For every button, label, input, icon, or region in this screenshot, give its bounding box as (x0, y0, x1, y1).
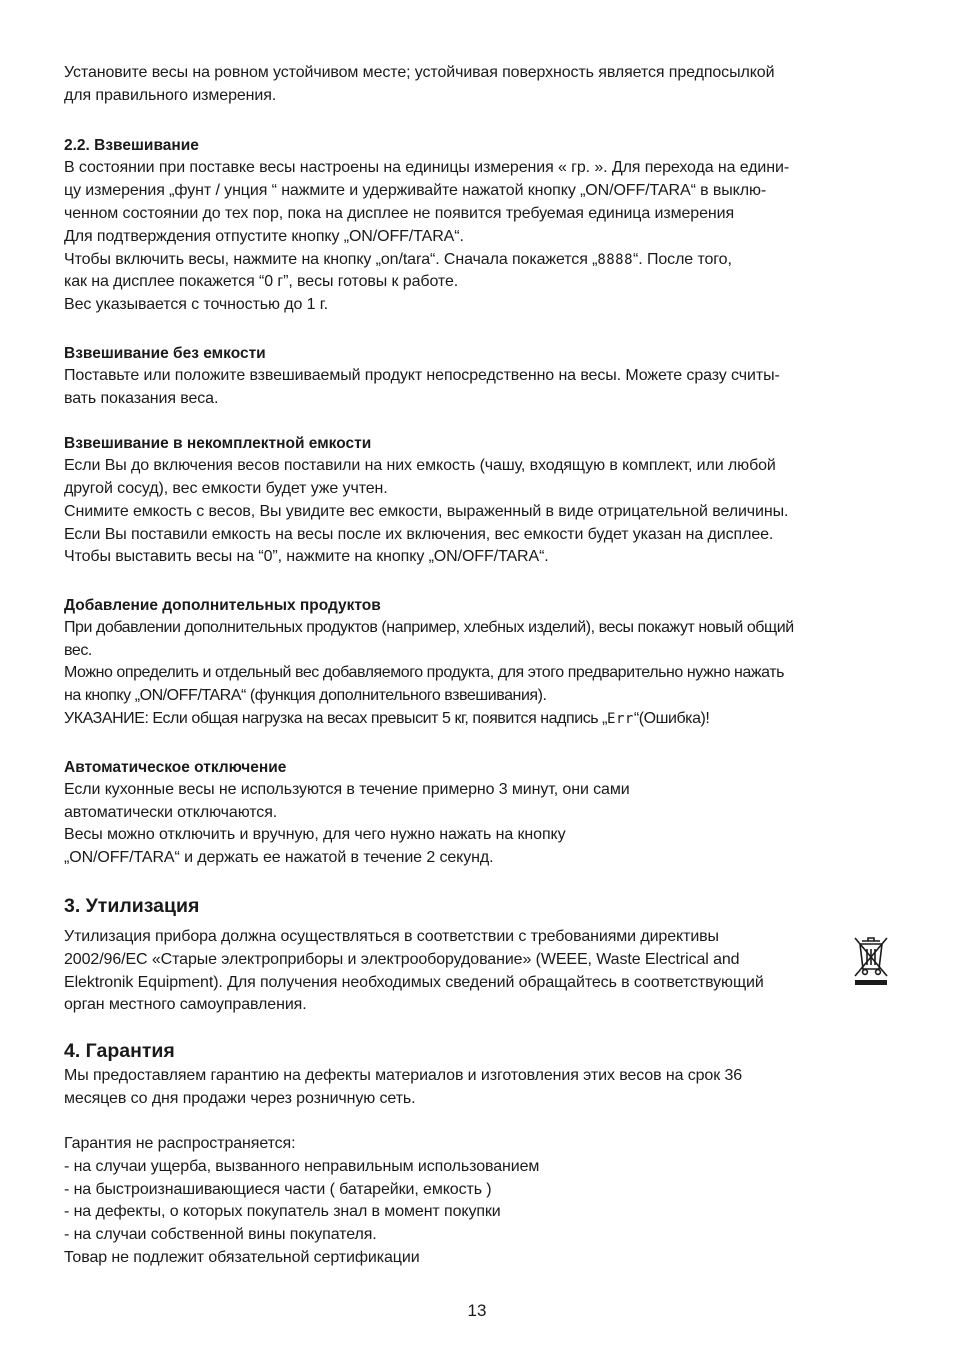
weee-crossed-bin-icon (852, 935, 890, 987)
display-code: 8888 (597, 252, 634, 268)
paragraph-line: Вес указывается с точностью до 1 г. (64, 296, 328, 313)
paragraph-line: При добавлении дополнительных продуктов (например, хлебных изделий), весы покажут новый общий (64, 619, 794, 636)
paragraph-line: Весы можно отключить и вручную, для чего нужно нажать на кнопку (64, 826, 566, 843)
paragraph-line: Можно определить и отдельный вес добавляемого продукта, для этого предварительно нужно нажать (64, 664, 784, 681)
subheading-other-container: Взвешивание в некомплектной емкости (64, 435, 372, 452)
text: “. После того, (633, 251, 732, 268)
paragraph-line: ченном состоянии до тех пор, пока на дисплее не появится требуемая единица измерения (64, 205, 735, 222)
paragraph-line: Утилизация прибора должна осуществляться в соответствии с требованиями директивы (64, 928, 719, 945)
paragraph-line (64, 249, 732, 271)
paragraph-line: Мы предоставляем гарантию на дефекты материалов и изготовления этих весов на срок 36 (64, 1067, 743, 1084)
subheading-no-container: Взвешивание без емкости (64, 345, 266, 362)
text: “(Ошибка)! (633, 710, 710, 727)
paragraph-line: Если кухонные весы не используются в течение примерно 3 минут, они сами (64, 781, 630, 798)
list-item: - на случаи ущерба, вызванного неправильным использованием (64, 1158, 540, 1175)
paragraph-line: цу измерения „фунт / унция “ нажмите и удерживайте нажатой кнопку „ON/OFF/TARA“ в выклю- (64, 182, 767, 199)
paragraph-line: Если Вы до включения весов поставили на них емкость (чашу, входящую в комплект, или любой (64, 457, 776, 474)
paragraph-line: 2002/96/EC «Старые электроприборы и электрооборудование» (WEEE, Waste Electrical and (64, 951, 740, 968)
paragraph-line: Elektronik Equipment). Для получения необходимых сведений обращайтесь в соответствующий (64, 974, 764, 991)
subheading-auto-off: Автоматическое отключение (64, 759, 287, 776)
paragraph-line: В состоянии при поставке весы настроены на единицы измерения « гр. ». Для перехода на едини- (64, 159, 790, 176)
list-intro: Гарантия не распространяется: (64, 1135, 296, 1152)
paragraph-line: Если Вы поставили емкость на весы после их включения, вес емкости будет указан на дисплее. (64, 526, 774, 543)
paragraph-line: вес. (64, 642, 92, 659)
section-2-2-heading: 2.2. Взвешивание (64, 137, 199, 154)
list-item: - на быстроизнашивающиеся части ( батарейки, емкость ) (64, 1181, 492, 1198)
display-code: Err (607, 711, 634, 727)
paragraph-line: вать показания веса. (64, 390, 219, 407)
list-item: - на дефекты, о которых покупатель знал в момент покупки (64, 1203, 501, 1220)
paragraph-line: на кнопку „ON/OFF/TARA“ (функция дополнительного взвешивания). (64, 687, 547, 704)
note-line (64, 708, 709, 730)
paragraph-line: как на дисплее покажется “0 г”, весы готовы к работе. (64, 273, 459, 290)
section-3-heading: 3. Утилизация (64, 895, 200, 917)
paragraph-line: Снимите емкость с весов, Вы увидите вес емкости, выраженный в виде отрицательной величины. (64, 503, 789, 520)
paragraph-line: месяцев со дня продажи через розничную сеть. (64, 1090, 416, 1107)
paragraph-line: Для подтверждения отпустите кнопку „ON/OFF/TARA“. (64, 228, 464, 245)
intro-line: для правильного измерения. (64, 87, 277, 104)
intro-line: Установите весы на ровном устойчивом месте; устойчивая поверхность является предпосылкой (64, 64, 775, 81)
paragraph-line: Поставьте или положите взвешиваемый продукт непосредственно на весы. Можете сразу считы- (64, 367, 780, 384)
paragraph-line: орган местного самоуправления. (64, 996, 307, 1013)
text: Чтобы включить весы, нажмите на кнопку „on/tara“. Сначала покажется „ (64, 251, 598, 268)
paragraph-line: другой сосуд), вес емкости будет уже учтен. (64, 480, 388, 497)
paragraph-line: „ON/OFF/TARA“ и держать ее нажатой в течение 2 секунд. (64, 849, 494, 866)
paragraph-line: автоматически отключаются. (64, 804, 278, 821)
paragraph-line: Товар не подлежит обязательной сертификации (64, 1249, 420, 1266)
text: УКАЗАНИЕ: Если общая нагрузка на весах превысит 5 кг, появится надпись „ (64, 710, 608, 727)
subheading-adding: Добавление дополнительных продуктов (64, 597, 381, 614)
list-item: - на случаи собственной вины покупателя. (64, 1226, 377, 1243)
section-4-heading: 4. Гарантия (64, 1040, 175, 1062)
paragraph-line: Чтобы выставить весы на “0”, нажмите на кнопку „ON/OFF/TARA“. (64, 548, 549, 565)
page-number: 13 (467, 1301, 487, 1320)
